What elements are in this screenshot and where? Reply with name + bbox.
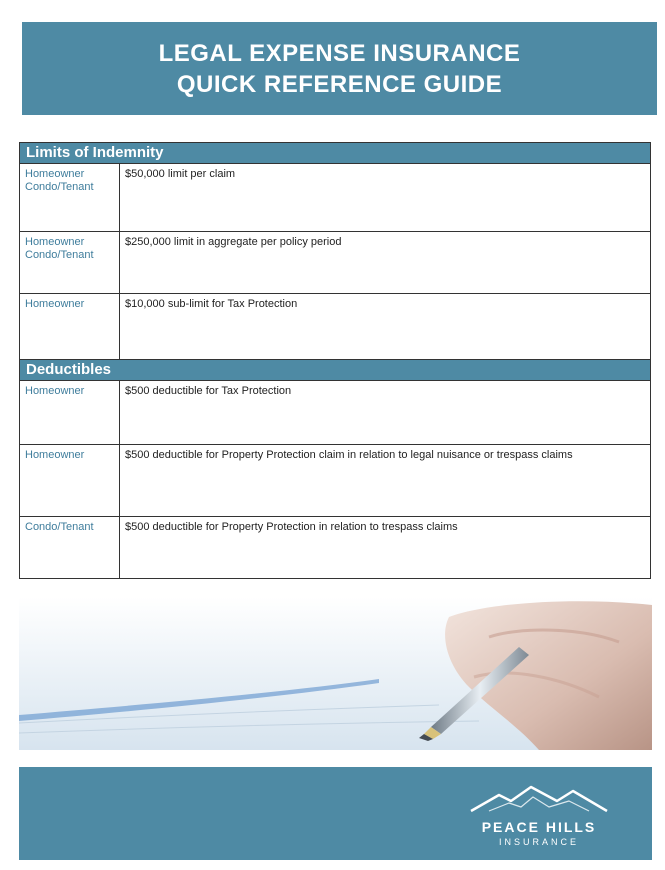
table-row — [20, 381, 651, 445]
section-title: Limits of Indemnity — [20, 143, 651, 164]
table-row — [20, 517, 651, 579]
policy-type-cell: Condo/Tenant — [20, 517, 120, 579]
section-header-limits — [20, 143, 651, 164]
logo-subtitle: INSURANCE — [498, 837, 579, 847]
title-line-1: LEGAL EXPENSE INSURANCE — [158, 39, 521, 67]
description-cell: $500 deductible for Property Protection claim in relation to legal nuisance or trespass claims — [120, 445, 651, 517]
title-banner — [22, 22, 657, 115]
table-row — [20, 164, 651, 232]
description-cell: $50,000 limit per claim — [120, 164, 651, 232]
description-cell: $500 deductible for Property Protection in relation to trespass claims — [120, 517, 651, 579]
policy-type-cell: Homeowner — [20, 294, 120, 360]
section-header-deductibles — [20, 360, 651, 381]
description-cell: $250,000 limit in aggregate per policy period — [120, 232, 651, 294]
section-title: Deductibles — [20, 360, 651, 381]
description-cell: $10,000 sub-limit for Tax Protection — [120, 294, 651, 360]
policy-type-cell: Homeowner Condo/Tenant — [20, 164, 120, 232]
table-row — [20, 294, 651, 360]
hand-writing-photo — [19, 597, 652, 750]
title-line-2: QUICK REFERENCE GUIDE — [176, 70, 503, 98]
peace-hills-logo — [469, 783, 609, 847]
logo-name: PEACE HILLS — [481, 819, 597, 835]
description-cell: $500 deductible for Tax Protection — [120, 381, 651, 445]
policy-type-cell: Homeowner — [20, 381, 120, 445]
mountain-icon — [469, 783, 609, 817]
reference-table — [19, 142, 651, 579]
table-row — [20, 445, 651, 517]
policy-type-cell: Homeowner — [20, 445, 120, 517]
footer-bar — [19, 767, 652, 860]
pen-and-hand-illustration — [19, 597, 652, 750]
policy-type-cell: Homeowner Condo/Tenant — [20, 232, 120, 294]
table-row — [20, 232, 651, 294]
